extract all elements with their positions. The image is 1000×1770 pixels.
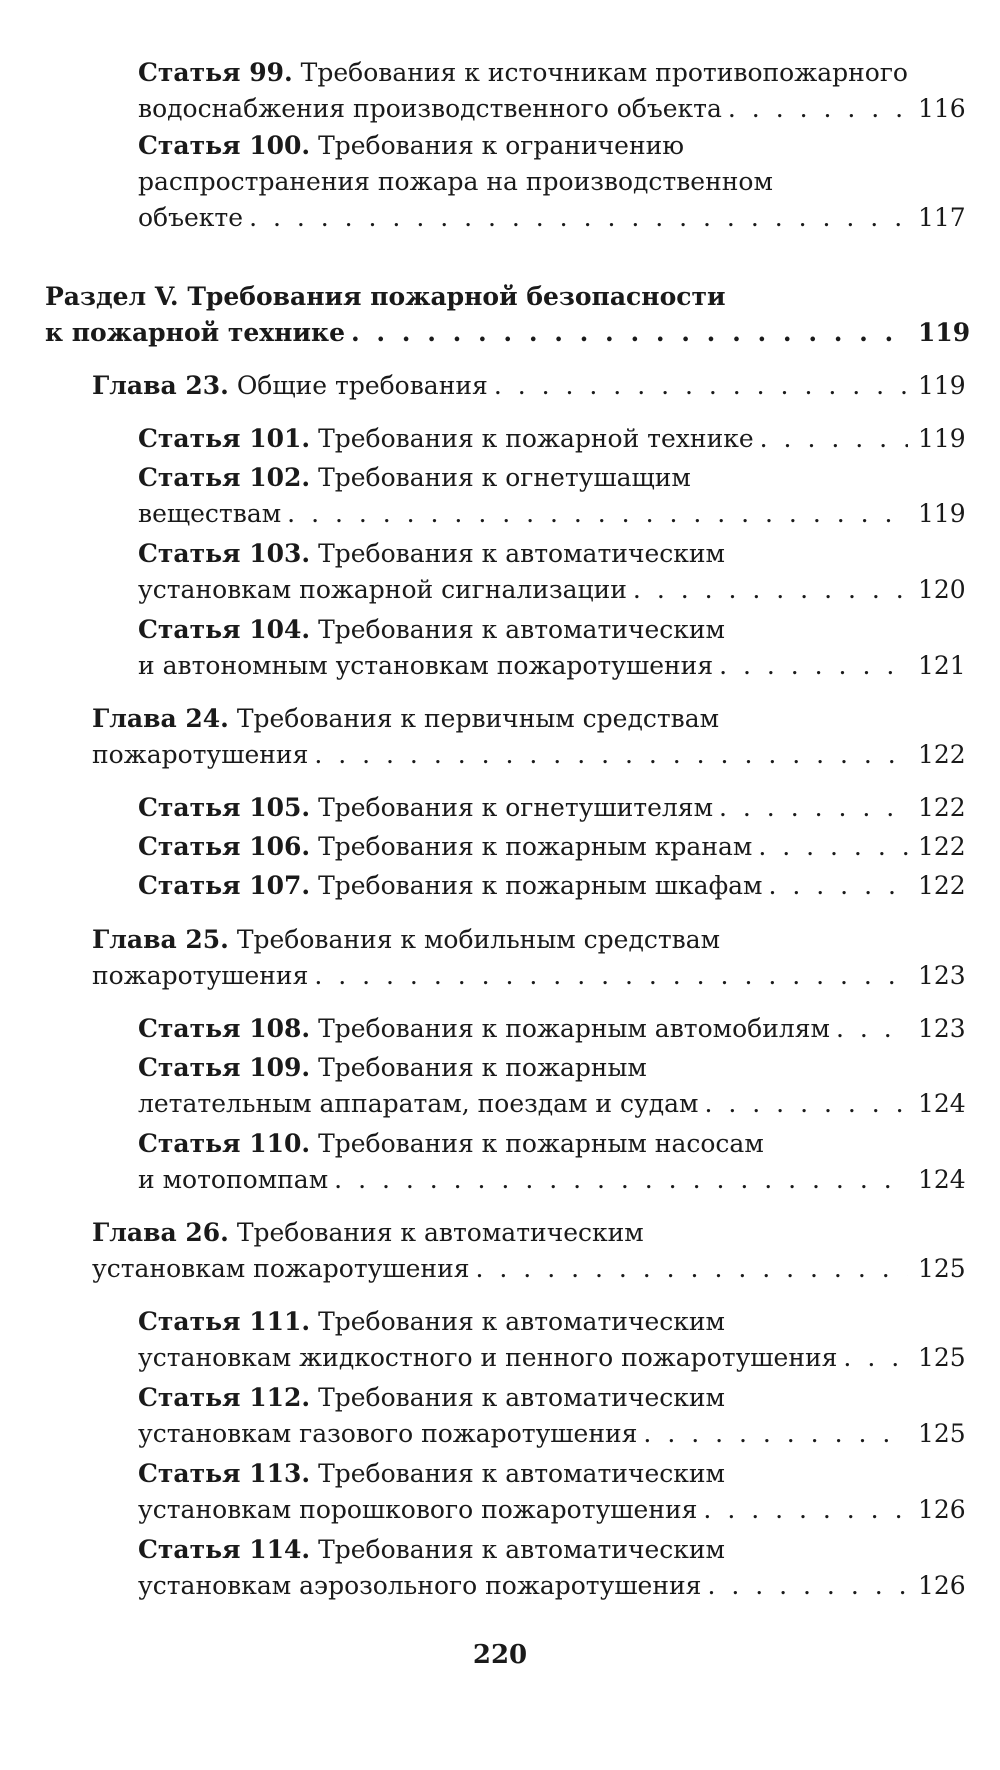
toc-entry: [138, 55, 966, 127]
toc-entry-label: Раздел V.: [45, 282, 179, 311]
toc-entry-last-line: [138, 648, 966, 684]
toc-entry: [138, 128, 966, 236]
toc-page-ref: 126: [918, 1495, 966, 1524]
toc-entry-text: [138, 1535, 725, 1564]
toc-entry-last-line: [138, 496, 966, 532]
toc-entry-label: Глава 24.: [92, 704, 229, 733]
toc-entry-text: [138, 58, 908, 87]
toc-entry-last-line: [138, 1416, 966, 1452]
toc-entry-line: [92, 1215, 962, 1251]
toc-entry-label: Статья 107.: [138, 871, 311, 900]
toc-page-ref: 125: [918, 1419, 966, 1448]
toc-entry-last-line: [138, 868, 966, 904]
toc-entry-last-line: [138, 200, 966, 236]
page-number: 220: [472, 1640, 528, 1670]
toc-entry-text: [138, 463, 691, 492]
toc-entry-title: Требования к ограничению: [318, 131, 685, 160]
toc-entry-title: Требования к пожарным автомобилям: [318, 1014, 830, 1043]
toc-page-ref: 121: [918, 651, 966, 680]
toc-entry-title: Требования к автоматическим: [318, 1383, 725, 1412]
toc-entry-text: [138, 1340, 837, 1376]
dot-leader: [334, 1162, 908, 1198]
toc-entry-line: [138, 612, 962, 648]
toc-entry-title: пожаротушения: [92, 961, 309, 990]
toc-entry-line: [138, 128, 962, 164]
toc-entry-title: установкам газового пожаротушения: [138, 1419, 638, 1448]
toc-entry-text: [92, 1218, 644, 1247]
toc-page-ref: 125: [918, 1254, 966, 1283]
toc-entry-title: установкам жидкостного и пенного пожаротушения: [138, 1343, 838, 1372]
toc-entry-text: [138, 1416, 637, 1452]
toc-entry-text: [45, 282, 726, 311]
toc-entry: [45, 279, 971, 351]
toc-entry-label: Статья 102.: [138, 463, 311, 492]
toc-entry-title: Требования к пожарным кранам: [318, 832, 753, 861]
toc-entry-title: Требования к автоматическим: [318, 1307, 725, 1336]
toc-entry: [138, 1304, 966, 1376]
dot-leader: [476, 1251, 908, 1287]
toc-entry-text: [45, 315, 345, 351]
toc-entry-title: Общие требования: [236, 371, 488, 400]
dot-leader: [719, 790, 908, 826]
toc-entry-label: Статья 106.: [138, 832, 311, 861]
dot-leader: [314, 958, 908, 994]
toc-page-ref: 119: [918, 318, 971, 347]
toc-entry: [138, 1380, 966, 1452]
toc-entry-label: Статья 114.: [138, 1535, 311, 1564]
toc-entry-title: Требования к автоматическим: [236, 1218, 644, 1247]
toc-entry-last-line: [138, 790, 966, 826]
toc-entry-label: Глава 23.: [92, 371, 229, 400]
toc-entry-text: [138, 200, 243, 236]
toc-entry-label: Статья 100.: [138, 131, 311, 160]
toc-entry: [138, 1050, 966, 1122]
toc-entry-line: [138, 1050, 962, 1086]
toc-entry: [138, 1126, 966, 1198]
toc-entry-text: [92, 368, 488, 404]
toc-entry-text: [138, 868, 763, 904]
toc-entry-label: Статья 103.: [138, 539, 311, 568]
toc-entry-text: [138, 1492, 697, 1528]
dot-leader: [633, 572, 908, 608]
toc-entry-text: [138, 91, 722, 127]
toc-entry-last-line: [138, 1340, 966, 1376]
dot-leader: [836, 1011, 908, 1047]
toc-entry-line: [45, 279, 962, 315]
toc-entry-title: веществам: [138, 499, 282, 528]
toc-entry-title: Требования пожарной безопасности: [187, 282, 726, 311]
toc-entry-title: Требования к пожарной технике: [318, 424, 754, 453]
toc-page-ref: 116: [918, 94, 966, 123]
toc-page-ref: 123: [918, 1014, 966, 1043]
toc-entry: [138, 536, 966, 608]
toc-entry: [138, 1011, 966, 1047]
toc-entry-line: [138, 1532, 962, 1568]
toc-entry-label: Статья 104.: [138, 615, 311, 644]
toc-page-ref: 120: [918, 575, 966, 604]
toc-page-ref: 119: [918, 424, 966, 453]
toc-entry-text: [92, 925, 720, 954]
toc-entry-text: [138, 1459, 725, 1488]
dot-leader: [707, 1568, 908, 1604]
toc-entry-line: [92, 922, 962, 958]
toc-entry-line: [138, 1456, 962, 1492]
toc-entry-title: установкам аэрозольного пожаротушения: [138, 1571, 702, 1600]
toc-entry-last-line: [92, 737, 966, 773]
toc-entry-title: водоснабжения производственного объекта: [138, 94, 722, 123]
dot-leader: [249, 200, 908, 236]
toc-entry-last-line: [138, 421, 966, 457]
toc-entry-text: [138, 1307, 725, 1336]
toc-entry-title: к пожарной технике: [45, 318, 345, 347]
toc-entry-text: [138, 539, 725, 568]
dot-leader: [314, 737, 908, 773]
toc-entry-title: Требования к источникам противопожарного: [300, 58, 908, 87]
toc-entry-last-line: [138, 1011, 966, 1047]
toc-entry-label: Статья 105.: [138, 793, 311, 822]
toc-page-ref: 123: [918, 961, 966, 990]
toc-entry-line: [92, 701, 962, 737]
toc-entry: [138, 1532, 966, 1604]
toc-entry: [138, 829, 966, 865]
toc-entry-title: Требования к автоматическим: [318, 539, 725, 568]
toc-entry-text: [138, 1383, 725, 1412]
toc-entry-text: [138, 1162, 328, 1198]
toc-page-ref: 125: [918, 1343, 966, 1372]
toc-entry: [138, 868, 966, 904]
toc-entry: [92, 701, 966, 773]
toc-entry-text: [138, 615, 725, 644]
toc-entry-line: [138, 164, 962, 200]
toc-entry-last-line: [138, 1568, 966, 1604]
toc-entry: [92, 1215, 966, 1287]
toc-entry-text: [138, 829, 752, 865]
toc-entry-line: [138, 1126, 962, 1162]
toc-entry-last-line: [92, 958, 966, 994]
toc-page-ref: 122: [918, 832, 966, 861]
toc-entry-text: [92, 1251, 470, 1287]
toc-entry-title: объекте: [138, 203, 244, 232]
toc-entry-last-line: [138, 572, 966, 608]
toc-entry-text: [138, 1011, 830, 1047]
toc-entry-title: и мотопомпам: [138, 1165, 329, 1194]
toc-entry-last-line: [45, 315, 971, 351]
toc-entry-last-line: [92, 368, 966, 404]
toc-entry-text: [138, 1086, 699, 1122]
toc-page-ref: 124: [918, 1165, 966, 1194]
toc-entry-line: [138, 536, 962, 572]
toc-entry-title: Требования к автоматическим: [318, 615, 725, 644]
toc-entry-label: Статья 99.: [138, 58, 293, 87]
toc-page-ref: 122: [918, 740, 966, 769]
toc-entry-last-line: [138, 1492, 966, 1528]
toc-entry-title: пожаротушения: [92, 740, 309, 769]
toc-entry-title: Требования к огнетушащим: [318, 463, 691, 492]
toc-entry-title: и автономным установкам пожаротушения: [138, 651, 714, 680]
toc-page-ref: 119: [918, 371, 966, 400]
dot-leader: [703, 1492, 908, 1528]
toc-entry: [138, 460, 966, 532]
dot-leader: [760, 421, 908, 457]
toc-entry-last-line: [92, 1251, 966, 1287]
toc-entry-title: Требования к пожарным насосам: [318, 1129, 764, 1158]
toc-entry-title: Требования к огнетушителям: [318, 793, 714, 822]
toc-entry: [92, 922, 966, 994]
toc-entry-text: [92, 958, 308, 994]
toc-entry-text: [138, 648, 713, 684]
toc-entry-text: [138, 572, 627, 608]
toc-entry-label: Статья 111.: [138, 1307, 311, 1336]
toc-entry-line: [138, 1304, 962, 1340]
toc-entry-text: [138, 790, 713, 826]
toc-entry-text: [138, 496, 281, 532]
toc-entry-title: установкам пожаротушения: [92, 1254, 470, 1283]
toc-entry-line: [138, 1380, 962, 1416]
toc-entry-title: распространения пожара на производственном: [138, 167, 773, 196]
toc-entry-label: Статья 108.: [138, 1014, 311, 1043]
toc-entry-title: Требования к пожарным шкафам: [318, 871, 763, 900]
toc-entry-title: установкам порошкового пожаротушения: [138, 1495, 698, 1524]
toc-entry-text: [92, 704, 719, 733]
dot-leader: [351, 315, 908, 351]
toc-entry-last-line: [138, 1162, 966, 1198]
toc-page-ref: 117: [918, 203, 966, 232]
toc-entry-text: [138, 1129, 764, 1158]
toc-page-ref: 126: [918, 1571, 966, 1600]
toc-page-ref: 122: [918, 793, 966, 822]
toc-entry-label: Статья 113.: [138, 1459, 311, 1488]
toc-entry-text: [138, 1053, 647, 1082]
toc-entry: [138, 612, 966, 684]
dot-leader: [719, 648, 908, 684]
toc-entry-text: [138, 131, 684, 160]
toc-entry-title: Требования к пожарным: [318, 1053, 647, 1082]
dot-leader: [287, 496, 908, 532]
toc-entry-last-line: [138, 829, 966, 865]
toc-entry-text: [138, 1568, 701, 1604]
toc-entry-line: [138, 55, 962, 91]
toc-entry-title: Требования к первичным средствам: [236, 704, 720, 733]
dot-leader: [728, 91, 908, 127]
toc-entry-text: [92, 737, 308, 773]
toc-entry-line: [138, 460, 962, 496]
toc-entry: [138, 790, 966, 826]
toc-entry-label: Статья 101.: [138, 424, 311, 453]
dot-leader: [643, 1416, 908, 1452]
dot-leader: [494, 368, 908, 404]
toc-entry-label: Статья 109.: [138, 1053, 311, 1082]
toc-page-ref: 122: [918, 871, 966, 900]
toc-entry: [138, 1456, 966, 1528]
dot-leader: [843, 1340, 908, 1376]
toc-entry-title: установкам пожарной сигнализации: [138, 575, 627, 604]
toc-entry-text: [138, 167, 773, 196]
dot-leader: [758, 829, 908, 865]
toc-entry-label: Глава 25.: [92, 925, 229, 954]
toc-entry-label: Глава 26.: [92, 1218, 229, 1247]
dot-leader: [705, 1086, 909, 1122]
toc-entry-title: Требования к автоматическим: [318, 1459, 725, 1488]
toc-entry: [92, 368, 966, 404]
toc-entry: [138, 421, 966, 457]
toc-page-ref: 124: [918, 1089, 966, 1118]
toc-entry-label: Статья 110.: [138, 1129, 311, 1158]
toc-entry-title: летательным аппаратам, поездам и судам: [138, 1089, 699, 1118]
toc-entry-text: [138, 421, 754, 457]
toc-entry-last-line: [138, 91, 966, 127]
toc-entry-title: Требования к автоматическим: [318, 1535, 725, 1564]
toc-entry-last-line: [138, 1086, 966, 1122]
toc-entry-label: Статья 112.: [138, 1383, 311, 1412]
toc-page-ref: 119: [918, 499, 966, 528]
dot-leader: [769, 868, 909, 904]
toc-entry-title: Требования к мобильным средствам: [236, 925, 721, 954]
